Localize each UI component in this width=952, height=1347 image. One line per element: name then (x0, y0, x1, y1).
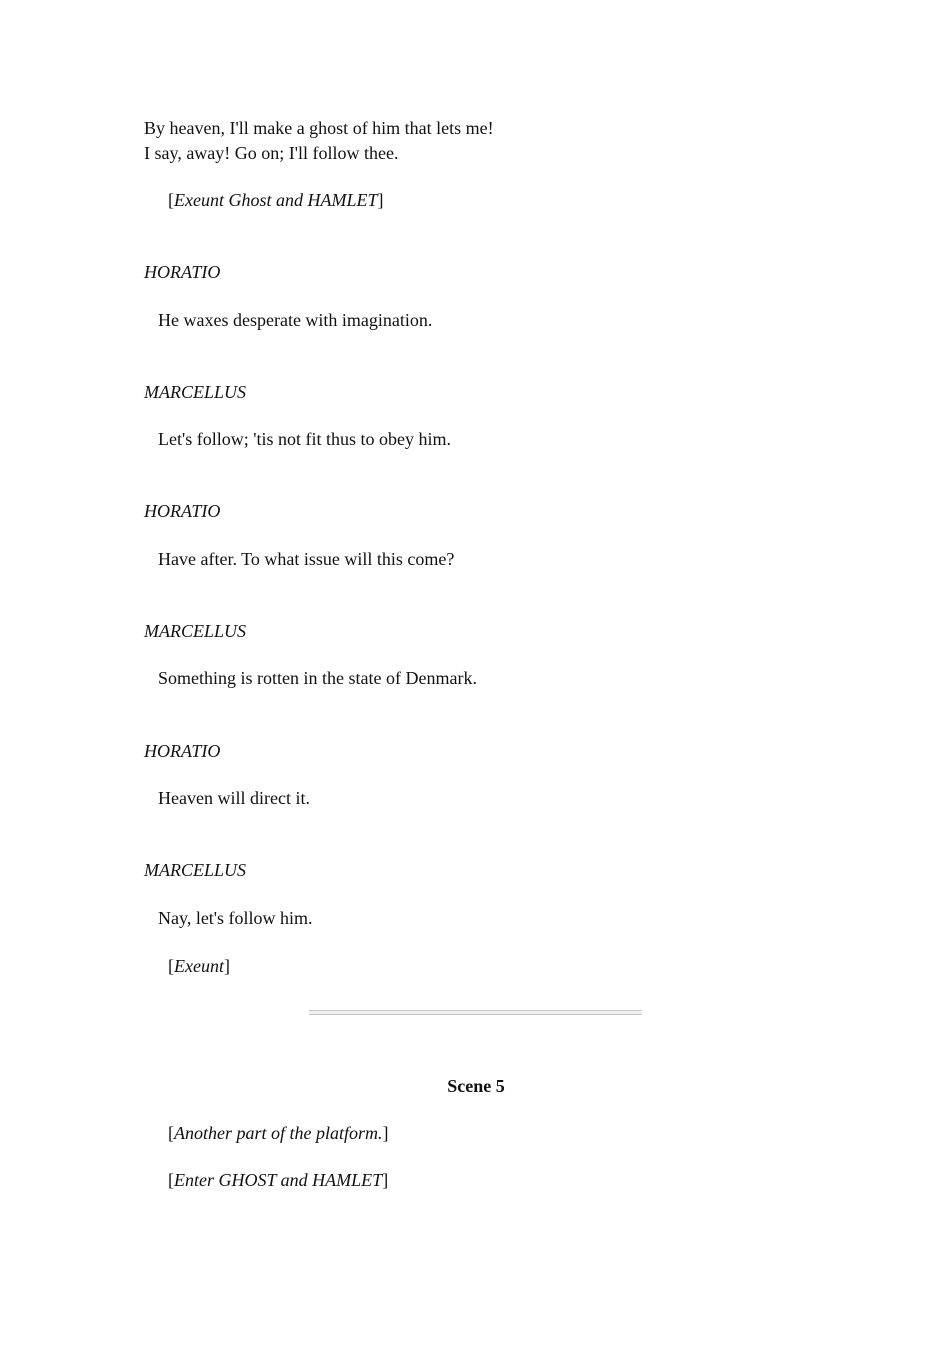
speaker-name: MARCELLUS (144, 621, 247, 641)
speaker-name: HORATIO (144, 501, 221, 521)
speech-line: He waxes desperate with imagination. (158, 310, 433, 330)
horizontal-rule (309, 1010, 642, 1015)
speech-line: Nay, let's follow him. (158, 908, 313, 928)
stage-direction-text: Enter GHOST and HAMLET (174, 1170, 383, 1190)
stage-direction-text: Exeunt Ghost and HAMLET (174, 190, 378, 210)
speaker-name: MARCELLUS (144, 860, 247, 880)
stage-direction: [Enter GHOST and HAMLET] (168, 1170, 389, 1190)
speaker-name: HORATIO (144, 262, 221, 282)
stage-direction: [Exeunt Ghost and HAMLET] (168, 190, 384, 210)
verse-line: By heaven, I'll make a ghost of him that lets me! (144, 118, 494, 138)
scene-heading: Scene 5 (447, 1076, 505, 1096)
stage-direction: [Another part of the platform.] (168, 1123, 389, 1143)
stage-direction-text: Exeunt (174, 956, 224, 976)
stage-direction: [Exeunt] (168, 956, 230, 976)
speech-line: Heaven will direct it. (158, 788, 310, 808)
verse-line: I say, away! Go on; I'll follow thee. (144, 143, 399, 163)
speech-line: Let's follow; 'tis not fit thus to obey him. (158, 429, 451, 449)
stage-direction-text: Another part of the platform. (174, 1123, 383, 1143)
speech-line: Have after. To what issue will this come? (158, 549, 455, 569)
speaker-name: HORATIO (144, 741, 221, 761)
speech-line: Something is rotten in the state of Denmark. (158, 668, 477, 688)
speaker-name: MARCELLUS (144, 382, 247, 402)
